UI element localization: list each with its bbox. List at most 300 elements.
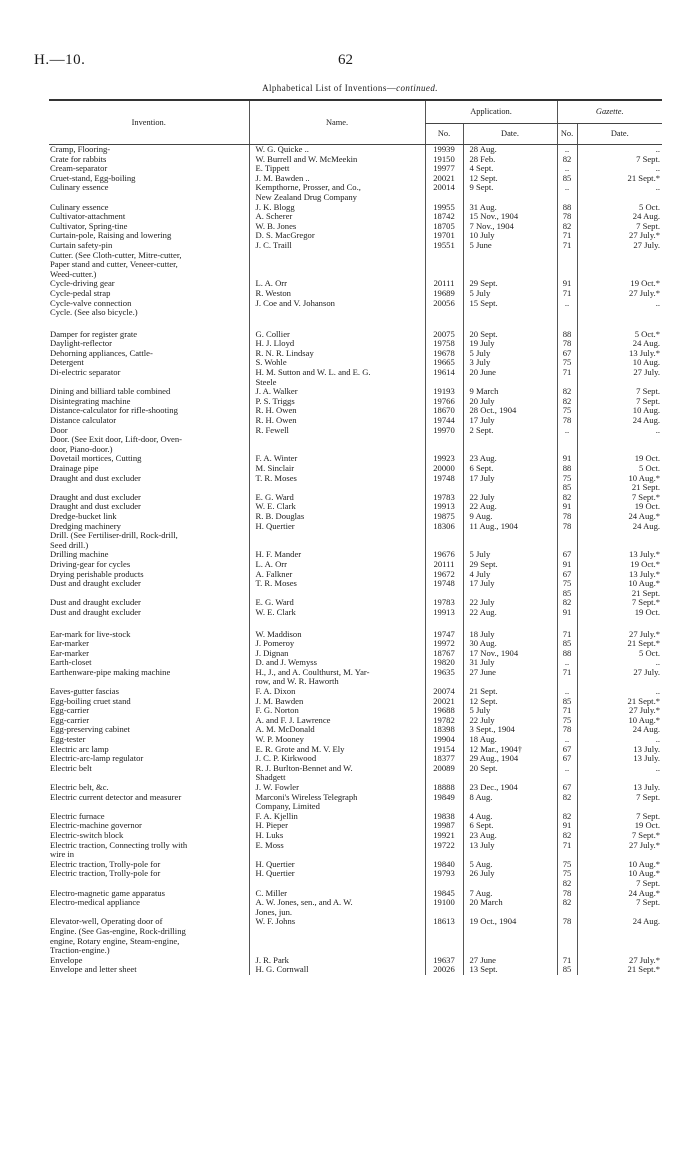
cell-app-date-text: 5 July xyxy=(469,288,491,298)
cell-app-date-text: 26 July xyxy=(469,869,495,879)
cell-name xyxy=(249,668,425,678)
cell-app-no-text: 20000 xyxy=(433,464,455,473)
cell-app-no xyxy=(425,850,463,860)
cell-app-no xyxy=(425,687,463,697)
cell-app-date xyxy=(463,212,557,222)
cell-app-date xyxy=(463,869,557,888)
cell-gazette-no xyxy=(557,677,577,687)
cell-name-text: R. Weston xyxy=(255,288,291,298)
cell-name xyxy=(249,560,425,570)
cell-invention xyxy=(49,145,249,155)
cell-gazette-date-text: .. xyxy=(655,763,661,773)
cell-gazette-no xyxy=(557,299,577,309)
cell-app-date-text: 17 July xyxy=(469,473,495,483)
cell-invention-text: Envelope xyxy=(50,955,83,965)
cell-name-text: F. A. Dixon xyxy=(255,687,296,697)
cell-gazette-no xyxy=(557,349,577,359)
page-title xyxy=(0,83,700,93)
cell-name-text: A. and F. J. Lawrence xyxy=(255,715,331,725)
cell-invention xyxy=(49,416,249,426)
cell-gazette-date xyxy=(577,716,662,726)
table-row xyxy=(49,725,662,735)
cell-name xyxy=(249,474,425,493)
cell-app-no xyxy=(425,299,463,309)
cell-app-no-text: 19840 xyxy=(433,859,455,869)
cell-invention-text: door, Piano-door.) xyxy=(50,444,113,454)
cell-gazette-no-text: 91 xyxy=(562,607,572,617)
cell-app-no-text: 19987 xyxy=(433,821,455,831)
cell-gazette-date-text: 24 Aug. xyxy=(632,416,661,426)
cell-app-no xyxy=(425,550,463,560)
cell-gazette-no xyxy=(557,522,577,532)
cell-invention xyxy=(49,579,249,598)
cell-name xyxy=(249,299,425,309)
cell-app-no-text: 19845 xyxy=(433,888,455,898)
cell-app-date xyxy=(463,860,557,870)
cell-app-date-text: 20 Sept. xyxy=(469,329,498,339)
cell-name xyxy=(249,754,425,764)
cell-invention-text: Cycle-driving gear xyxy=(50,279,115,289)
table-row xyxy=(49,174,662,184)
cell-invention-text: Electric furnace xyxy=(50,811,105,821)
cell-invention-text: Drying perishable products xyxy=(50,569,144,579)
cell-gazette-no xyxy=(557,812,577,822)
cell-app-date xyxy=(463,550,557,560)
cell-gazette-no-text: 71 xyxy=(562,288,572,298)
cell-invention-text: Ear-mark for live-stock xyxy=(50,629,131,639)
cell-invention-text: Electric traction, Trolly-pole for xyxy=(50,859,161,869)
cell-gazette-date xyxy=(577,222,662,232)
cell-invention xyxy=(49,697,249,707)
cell-name-text: H. Quertier xyxy=(255,859,295,869)
cell-gazette-date-text: .. xyxy=(655,144,661,154)
cell-gazette-no xyxy=(557,889,577,899)
cell-app-no xyxy=(425,289,463,299)
cell-gazette-date-text: 13 July. xyxy=(633,783,661,792)
cell-app-date xyxy=(463,706,557,716)
cell-invention xyxy=(49,783,249,793)
cell-gazette-date-text-2: 21 Sept. xyxy=(631,482,661,493)
table-row xyxy=(49,649,662,659)
cell-invention-text: Cycle-valve connection xyxy=(50,298,132,308)
cell-name-text: F. G. Norton xyxy=(255,706,299,716)
cell-gazette-date-text: 19 Oct. xyxy=(634,821,661,831)
cell-invention-text: Cultivator-attachment xyxy=(50,212,126,222)
cell-gazette-no xyxy=(557,512,577,522)
table-row xyxy=(49,270,662,280)
cell-gazette-date xyxy=(577,783,662,793)
cell-app-no xyxy=(425,426,463,436)
cell-app-no-text: 18613 xyxy=(433,917,455,927)
cell-name xyxy=(249,454,425,464)
cell-app-date xyxy=(463,639,557,649)
cell-app-no xyxy=(425,212,463,222)
cell-app-no xyxy=(425,956,463,966)
table-row xyxy=(49,956,662,966)
cell-gazette-no-text: 82 xyxy=(562,792,572,802)
cell-gazette-no-text: .. xyxy=(564,144,570,154)
cell-invention-text: Distance calculator xyxy=(50,416,117,426)
cell-invention xyxy=(49,378,249,388)
cell-gazette-date xyxy=(577,406,662,416)
cell-name-text: J. C. P. Kirkwood xyxy=(255,754,317,764)
cell-invention xyxy=(49,773,249,783)
cell-invention-text: Egg-carrier xyxy=(50,706,90,716)
cell-app-date-text: 28 Feb. xyxy=(469,154,496,164)
cell-app-date-text: 7 Nov., 1904 xyxy=(469,221,514,231)
cell-name-text: H. F. Mander xyxy=(255,550,302,560)
cell-app-no-text: 19913 xyxy=(433,502,455,512)
cell-invention xyxy=(49,630,249,640)
cell-gazette-date-text: 7 Sept.* xyxy=(631,598,661,608)
cell-app-no xyxy=(425,965,463,975)
cell-name xyxy=(249,579,425,598)
cell-gazette-no xyxy=(557,831,577,841)
cell-gazette-no xyxy=(557,630,577,640)
cell-app-date-text: 22 July xyxy=(469,492,495,502)
page-title-main: Alphabetical List of Inventions— xyxy=(262,83,397,93)
col-gazette-date-header: Date. xyxy=(577,124,662,145)
cell-invention-text: Electro-medical appliance xyxy=(50,898,140,908)
col-gazette-header: Gazette. xyxy=(557,100,662,124)
table-row xyxy=(49,550,662,560)
table-row xyxy=(49,850,662,860)
cell-gazette-date xyxy=(577,339,662,349)
cell-app-no-text: 20056 xyxy=(433,298,455,308)
cell-app-no xyxy=(425,677,463,687)
table-row xyxy=(49,869,662,888)
cell-invention xyxy=(49,203,249,213)
cell-gazette-no xyxy=(557,231,577,241)
cell-invention-text: Dust and draught excluder xyxy=(50,598,141,608)
cell-app-date xyxy=(463,241,557,251)
cell-invention xyxy=(49,164,249,174)
cell-gazette-date xyxy=(577,869,662,888)
cell-gazette-no xyxy=(557,908,577,918)
cell-app-date xyxy=(463,716,557,726)
cell-app-no xyxy=(425,716,463,726)
cell-invention-text: Electric arc lamp xyxy=(50,744,109,754)
cell-gazette-no xyxy=(557,550,577,560)
cell-app-date xyxy=(463,164,557,174)
cell-invention-text: Drilling machine xyxy=(50,550,109,560)
cell-app-date xyxy=(463,649,557,659)
cell-app-no xyxy=(425,241,463,251)
cell-name xyxy=(249,860,425,870)
cell-gazette-date xyxy=(577,639,662,649)
cell-invention xyxy=(49,308,249,318)
cell-name xyxy=(249,630,425,640)
cell-invention-text: Curtain safety-pin xyxy=(50,240,113,250)
cell-gazette-no xyxy=(557,397,577,407)
col-gazette-no-header: No. xyxy=(557,124,577,145)
table-row xyxy=(49,697,662,707)
cell-app-date-text: 29 Aug., 1904 xyxy=(469,754,519,764)
cell-app-no xyxy=(425,570,463,580)
cell-name xyxy=(249,416,425,426)
cell-app-date xyxy=(463,630,557,640)
cell-gazette-no xyxy=(557,454,577,464)
cell-gazette-date xyxy=(577,251,662,261)
cell-invention xyxy=(49,522,249,532)
cell-invention-text: Earthenware-pipe making machine xyxy=(50,667,171,677)
cell-gazette-no-text: 78 xyxy=(562,917,572,927)
cell-gazette-date xyxy=(577,387,662,397)
cell-app-date xyxy=(463,937,557,947)
cell-invention xyxy=(49,251,249,261)
cell-invention-text: Egg-carrier xyxy=(50,715,90,725)
cell-app-date-text: 8 Aug. xyxy=(469,792,493,802)
cell-app-no-text: 19688 xyxy=(433,706,455,716)
cell-gazette-date-text: 24 Aug. xyxy=(632,917,661,927)
cell-gazette-no-text: 88 xyxy=(562,202,572,212)
cell-app-date-text: 3 Sept., 1904 xyxy=(469,725,515,735)
cell-app-no-text: 19904 xyxy=(433,735,455,745)
cell-gazette-date-text: 27 July. xyxy=(633,368,661,378)
cell-app-date xyxy=(463,406,557,416)
cell-gazette-no-text: 75 xyxy=(562,579,572,589)
cell-app-date xyxy=(463,541,557,551)
cell-app-no-text: 18670 xyxy=(433,406,455,416)
cell-invention xyxy=(49,270,249,280)
cell-app-no xyxy=(425,454,463,464)
cell-gazette-no xyxy=(557,474,577,493)
cell-gazette-no xyxy=(557,426,577,436)
cell-app-no xyxy=(425,917,463,927)
cell-invention-text: Draught and dust excluder xyxy=(50,492,141,502)
cell-gazette-date xyxy=(577,358,662,368)
table-row xyxy=(49,279,662,289)
page-title-continued: continued. xyxy=(396,83,438,93)
table-row xyxy=(49,937,662,947)
cell-invention-text: Di-electric separator xyxy=(50,368,121,378)
cell-app-date xyxy=(463,464,557,474)
cell-app-date-text: 4 Sept. xyxy=(469,164,494,174)
cell-gazette-date xyxy=(577,677,662,687)
cell-gazette-date-text: .. xyxy=(655,164,661,174)
cell-gazette-no-text-2: 82 xyxy=(562,877,572,888)
cell-name xyxy=(249,378,425,388)
cell-gazette-date-text: 7 Sept.* xyxy=(631,492,661,502)
table-row xyxy=(49,965,662,975)
cell-invention xyxy=(49,649,249,659)
cell-name xyxy=(249,850,425,860)
cell-name-text: Marconi's Wireless Telegraph xyxy=(255,792,358,802)
table-row xyxy=(49,639,662,649)
cell-gazette-date xyxy=(577,889,662,899)
cell-gazette-date xyxy=(577,831,662,841)
cell-invention xyxy=(49,435,249,445)
cell-gazette-no-text: 71 xyxy=(562,240,572,250)
cell-gazette-no-text: 75 xyxy=(562,358,572,368)
cell-app-no xyxy=(425,764,463,774)
cell-invention xyxy=(49,668,249,678)
cell-invention-text: Electric-arc-lamp regulator xyxy=(50,754,144,764)
cell-invention xyxy=(49,706,249,716)
cell-name-text: D. and J. Wemyss xyxy=(255,658,317,668)
cell-gazette-date-text: 27 July.* xyxy=(629,288,661,298)
cell-app-no xyxy=(425,725,463,735)
cell-invention-text: Daylight-reflector xyxy=(50,339,113,349)
cell-gazette-date-text: 27 July.* xyxy=(629,629,661,639)
table-row xyxy=(49,831,662,841)
cell-app-no-text: 19782 xyxy=(433,715,455,725)
cell-app-date xyxy=(463,658,557,668)
col-application-header: Application. xyxy=(425,100,557,124)
cell-gazette-date-text: 21 Sept.* xyxy=(627,965,661,975)
cell-app-no-text: 18306 xyxy=(433,521,455,531)
cell-invention xyxy=(49,598,249,608)
table-row xyxy=(49,522,662,532)
cell-gazette-no-text: 82 xyxy=(562,898,572,908)
cell-app-date-text: 20 June xyxy=(469,368,496,378)
cell-app-no xyxy=(425,270,463,280)
cell-name xyxy=(249,435,425,445)
cell-app-date-text: 19 Oct., 1904 xyxy=(469,917,517,927)
cell-gazette-date-text: 27 July. xyxy=(633,240,661,250)
table-row xyxy=(49,397,662,407)
cell-gazette-date xyxy=(577,793,662,803)
table-row xyxy=(49,570,662,580)
cell-invention-text: Dredge-bucket link xyxy=(50,511,117,521)
cell-gazette-no-text: 71 xyxy=(562,629,572,639)
cell-invention-text: Seed drill.) xyxy=(50,540,89,550)
cell-gazette-no-text: 91 xyxy=(562,559,572,569)
cell-gazette-no xyxy=(557,927,577,937)
cell-name-text: L. A. Orr xyxy=(255,279,288,289)
cell-gazette-date-text: 10 Aug.* xyxy=(628,473,661,483)
cell-invention xyxy=(49,869,249,888)
cell-invention xyxy=(49,908,249,918)
cell-app-date xyxy=(463,203,557,213)
cell-invention-text: Cramp, Flooring- xyxy=(50,144,111,154)
cell-name xyxy=(249,649,425,659)
cell-app-date xyxy=(463,725,557,735)
cell-gazette-date-text: 5 Oct. xyxy=(639,464,661,473)
cell-gazette-date-text: 27 July. xyxy=(633,667,661,677)
cell-app-no-text: 20111 xyxy=(433,559,455,569)
cell-app-no xyxy=(425,608,463,618)
cell-app-date-text: 11 Aug., 1904 xyxy=(469,521,518,531)
cell-name-text: H. J. Lloyd xyxy=(255,339,295,349)
cell-app-date xyxy=(463,764,557,774)
cell-app-no-text: 18767 xyxy=(433,648,455,658)
cell-app-no-text: 20021 xyxy=(433,696,455,706)
table-row xyxy=(49,231,662,241)
cell-app-no xyxy=(425,802,463,812)
cell-app-date xyxy=(463,299,557,309)
cell-app-no xyxy=(425,203,463,213)
table-row xyxy=(49,783,662,793)
cell-invention-text: Weed-cutter.) xyxy=(50,269,97,279)
cell-app-date-text: 3 July xyxy=(469,358,491,368)
cell-name xyxy=(249,821,425,831)
cell-app-no xyxy=(425,174,463,184)
cell-gazette-date xyxy=(577,522,662,532)
cell-app-date xyxy=(463,735,557,745)
cell-app-no xyxy=(425,793,463,803)
cell-name xyxy=(249,898,425,908)
cell-name xyxy=(249,917,425,927)
cell-gazette-date xyxy=(577,735,662,745)
cell-invention-text: Electric traction, Trolly-pole for xyxy=(50,869,161,879)
cell-gazette-date xyxy=(577,841,662,851)
cell-name-text: H. Luks xyxy=(255,830,284,840)
cell-name-text: W. Burrell and W. McMeekin xyxy=(255,154,358,164)
cell-name-text: L. A. Orr xyxy=(255,559,288,569)
cell-name xyxy=(249,155,425,165)
cell-name xyxy=(249,706,425,716)
cell-gazette-no xyxy=(557,946,577,956)
cell-name xyxy=(249,289,425,299)
cell-invention xyxy=(49,493,249,503)
cell-app-no-text: 19100 xyxy=(433,898,455,908)
table-row xyxy=(49,193,662,203)
cell-app-date-text: 21 Sept. xyxy=(469,687,498,697)
cell-name-text: J. Coe and V. Johanson xyxy=(255,298,335,308)
cell-name xyxy=(249,764,425,774)
cell-gazette-date xyxy=(577,687,662,697)
cell-invention-text: Dust and draught excluder xyxy=(50,607,141,617)
table-row xyxy=(49,927,662,937)
cell-gazette-no-text: 75 xyxy=(562,406,572,416)
cell-invention xyxy=(49,716,249,726)
cell-gazette-no-text: 67 xyxy=(562,744,572,754)
cell-gazette-no-text: 78 xyxy=(562,416,572,426)
cell-invention xyxy=(49,956,249,966)
cell-invention xyxy=(49,349,249,359)
table-row xyxy=(49,754,662,764)
cell-app-date-text: 20 Sept. xyxy=(469,763,498,773)
cell-app-no-text: 19921 xyxy=(433,830,455,840)
cell-gazette-date xyxy=(577,658,662,668)
cell-app-date xyxy=(463,908,557,918)
cell-gazette-no-text: 88 xyxy=(562,648,572,658)
cell-invention-text: Door. (See Exit door, Lift-door, Oven- xyxy=(50,435,183,445)
cell-app-date xyxy=(463,270,557,280)
cell-gazette-no xyxy=(557,308,577,318)
cell-gazette-no-text: .. xyxy=(564,183,570,193)
cell-gazette-date xyxy=(577,299,662,309)
cell-app-date xyxy=(463,745,557,755)
cell-gazette-no-text: 78 xyxy=(562,888,572,898)
cell-gazette-date xyxy=(577,764,662,774)
cell-app-date xyxy=(463,598,557,608)
cell-app-date xyxy=(463,522,557,532)
cell-name xyxy=(249,598,425,608)
cell-gazette-date xyxy=(577,349,662,359)
cell-app-no-text: 19970 xyxy=(433,425,455,435)
cell-gazette-date xyxy=(577,260,662,270)
cell-gazette-no-text: .. xyxy=(564,298,570,308)
cell-gazette-date-text: .. xyxy=(655,735,661,745)
cell-gazette-no xyxy=(557,416,577,426)
cell-gazette-no xyxy=(557,783,577,793)
cell-name-text: W. E. Clark xyxy=(255,607,296,617)
cell-gazette-date xyxy=(577,917,662,927)
cell-gazette-date-text: 27 July.* xyxy=(629,231,661,241)
cell-app-date-text: 22 July xyxy=(469,598,495,608)
cell-gazette-no xyxy=(557,203,577,213)
cell-app-no-text: 20111 xyxy=(433,279,455,289)
cell-name-text: J. A. Walker xyxy=(255,387,298,397)
cell-gazette-date xyxy=(577,308,662,318)
table-row xyxy=(49,406,662,416)
cell-gazette-date-text: 7 Sept. xyxy=(636,898,661,908)
table-row xyxy=(49,745,662,755)
cell-name-text: R. N. R. Lindsay xyxy=(255,348,314,358)
cell-name-text: R. Fewell xyxy=(255,425,289,435)
